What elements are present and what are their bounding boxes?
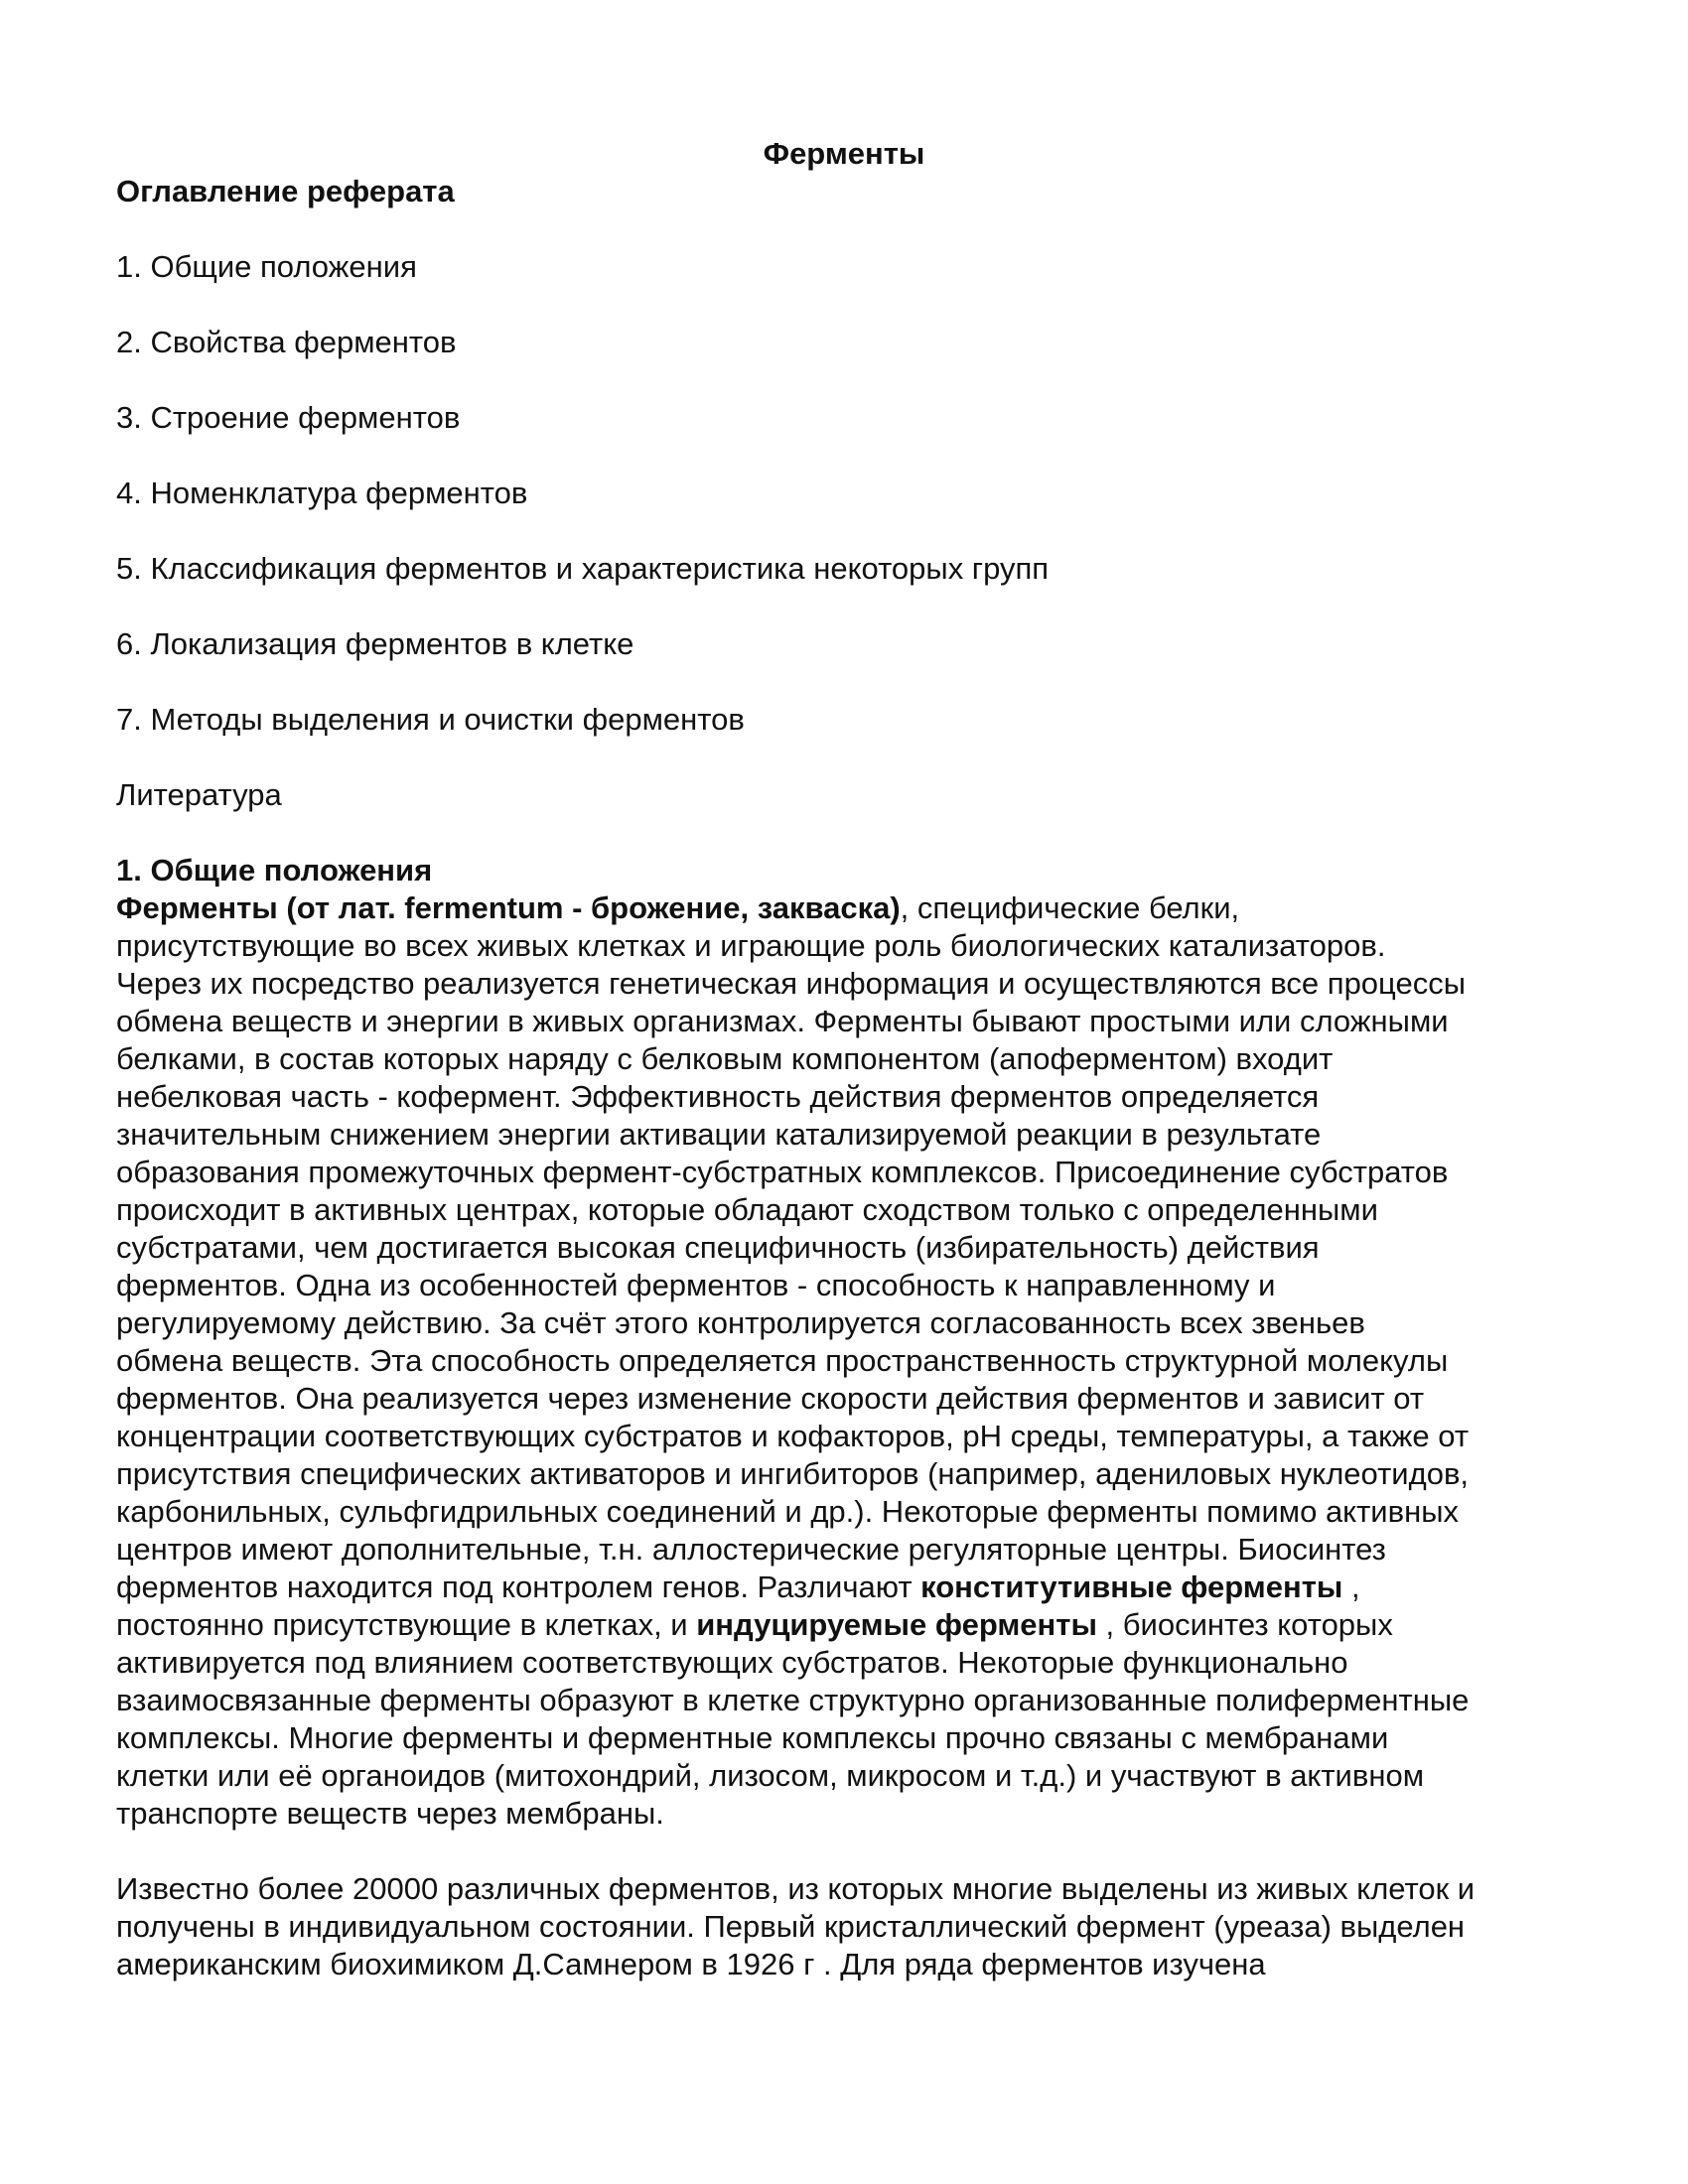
paragraph-line: комплексы. Многие ферменты и ферментные комплексы прочно связаны с мембранами [116, 1720, 1389, 1755]
paragraph-line: постоянно присутствующие в клетках, и индуцируемые ферменты , биосинтез которых [116, 1607, 1393, 1642]
toc-item: 6. Локализация ферментов в клетке [116, 626, 634, 661]
paragraph-line: активируется под влиянием соответствующих субстратов. Некоторые функционально [116, 1645, 1348, 1680]
paragraph-line: центров имеют дополнительные, т.н. аллостерические регуляторные центры. Биосинтез [116, 1532, 1386, 1567]
paragraph-line: ферментов. Она реализуется через изменение скорости действия ферментов и зависит от [116, 1381, 1425, 1416]
paragraph-line: ферментов находится под контролем генов. Различают конститутивные ферменты , [116, 1570, 1360, 1604]
paragraph-line: регулируемому действию. За счёт этого контролируется согласованность всех звеньев [116, 1305, 1365, 1340]
toc-item: 7. Методы выделения и очистки ферментов [116, 702, 745, 737]
literature-entry: Литература [116, 777, 282, 812]
toc-item: 1. Общие положения [116, 249, 417, 284]
paragraph-line: американским биохимиком Д.Самнером в 1926 г . Для ряда ферментов изучена [116, 1947, 1266, 1981]
paragraph-line: концентрации соответствующих субстратов и кофакторов, pH среды, температуры, а также от [116, 1419, 1470, 1453]
paragraph-line: Ферменты (от лат. fermentum - брожение, закваска), специфические белки, [116, 890, 1240, 925]
section-paragraph [116, 889, 1586, 1833]
paragraph-line: происходит в активных центрах, которые обладают сходством только с определенными [116, 1192, 1378, 1227]
toc-item: 4. Номенклатура ферментов [116, 476, 528, 510]
paragraph-line: Через их посредство реализуется генетическая информация и осуществляются все процессы [116, 966, 1466, 1001]
paragraph-line: получены в индивидуальном состоянии. Первый кристаллический фермент (уреаза) выделен [116, 1909, 1466, 1944]
section-heading: 1. Общие положения [116, 853, 433, 887]
paragraph-line: обмена веществ. Эта способность определяется пространственность структурной молекулы [116, 1343, 1449, 1378]
paragraph-line: Известно более 20000 различных ферментов, из которых многие выделены из живых клеток и [116, 1871, 1476, 1906]
document-title: Ферменты [763, 136, 925, 171]
document-content [116, 173, 1586, 1983]
table-of-contents [116, 248, 1586, 739]
paragraph-line: небелковая часть - кофермент. Эффективность действия ферментов определяется [116, 1079, 1320, 1114]
section-paragraph [116, 1870, 1586, 1983]
bold-term: индуцируемые ферменты [696, 1607, 1097, 1642]
paragraph-line: обмена веществ и энергии в живых организмах. Ферменты бывают простыми или сложными [116, 1004, 1449, 1038]
toc-item: 3. Строение ферментов [116, 400, 461, 435]
toc-item: 2. Свойства ферментов [116, 325, 457, 359]
paragraph-line: присутствующие во всех живых клетках и играющие роль биологических катализаторов. [116, 928, 1386, 963]
paragraph-line: транспорте веществ через мембраны. [116, 1796, 664, 1831]
paragraph-line: субстратами, чем достигается высокая специфичность (избирательность) действия [116, 1230, 1320, 1265]
paragraph-line: клетки или её органоидов (митохондрий, лизосом, микросом и т.д.) и участвуют в активном [116, 1758, 1425, 1793]
toc-heading: Оглавление реферата [116, 174, 455, 208]
paragraph-line: взаимосвязанные ферменты образуют в клетке структурно организованные полиферментные [116, 1683, 1470, 1717]
paragraph-line: присутствия специфических активаторов и ингибиторов (например, адениловых нуклеотидов, [116, 1456, 1470, 1491]
paragraph-line: значительным снижением энергии активации катализируемой реакции в результате [116, 1117, 1322, 1152]
paragraph-line: карбонильных, сульфгидрильных соединений и др.). Некоторые ферменты помимо активных [116, 1494, 1459, 1529]
toc-item: 5. Классификация ферментов и характеристика некоторых групп [116, 551, 1050, 586]
bold-term: конститутивные ферменты [920, 1570, 1343, 1604]
paragraph-line: образования промежуточных фермент-субстратных комплексов. Присоединение субстратов [116, 1155, 1449, 1189]
paragraph-line: ферментов. Одна из особенностей ферментов - способность к направленному и [116, 1268, 1276, 1302]
bold-term: Ферменты (от лат. fermentum - брожение, закваска) [116, 890, 901, 925]
paragraph-line: белками, в состав которых наряду с белковым компонентом (апоферментом) входит [116, 1041, 1334, 1076]
